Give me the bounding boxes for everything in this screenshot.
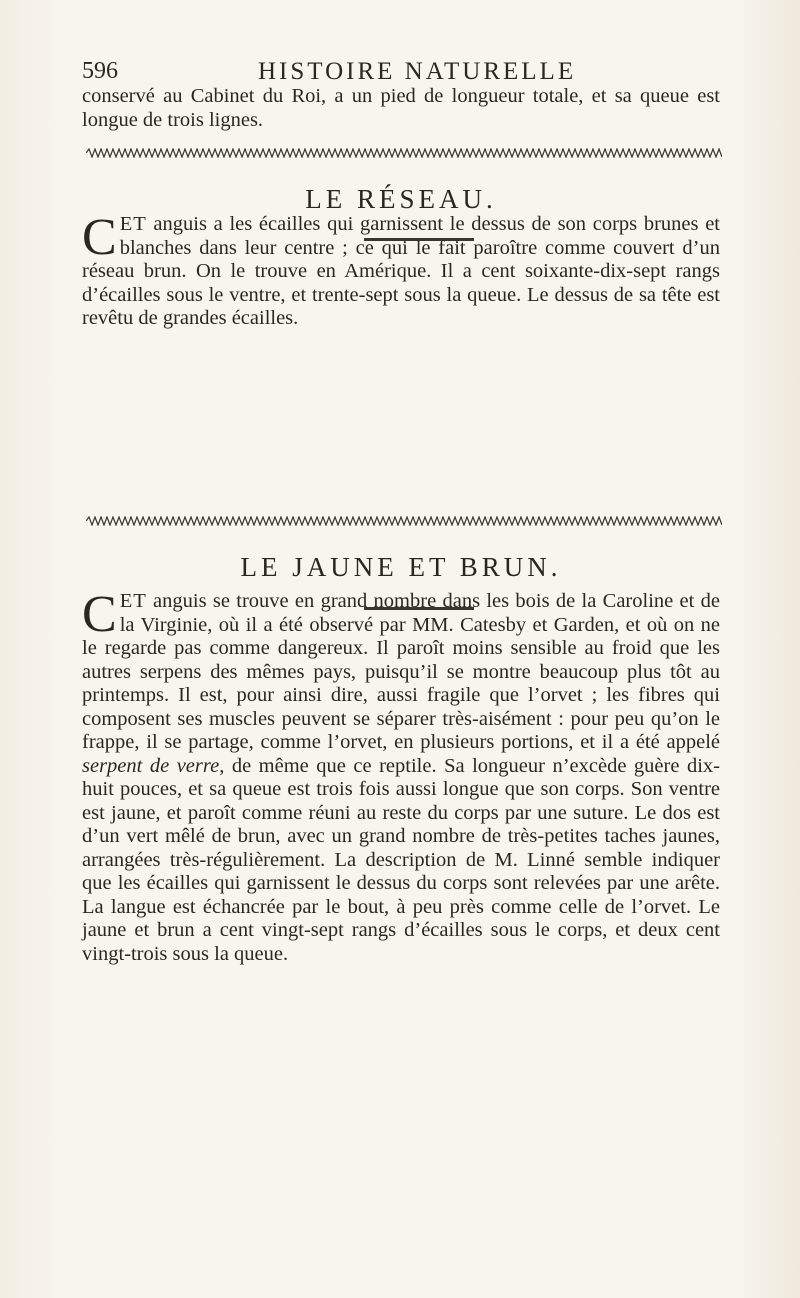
- body-text: anguis se trouve en grand nombre dans les bois de la Caroline et de la Virginie, où il a été observé par MM. Catesby et Garden, et où on ne le regarde pas comme dangereux. Il paroît moins sensible au froid que les autres serpens des mêmes pays, puisqu’il se montre beaucoup plus tôt au printemps. Il est, pour ainsi dire, aussi fragile que l’orvet ; les fibres qui composent ses muscles peuvent se séparer très-aisément : pour peu qu’on le frappe, il se partage, comme l’orvet, en plusieurs portions, et il a été appelé: [82, 590, 720, 753]
- first-word-rest: ET: [119, 213, 147, 235]
- running-title: HISTOIRE NATURELLE: [258, 58, 577, 85]
- wavy-ornament-icon: [86, 148, 722, 158]
- page-number: 596: [82, 58, 118, 84]
- section-body-reseau: [82, 209, 720, 331]
- ornament-divider: [86, 516, 722, 526]
- ornament-divider: [86, 148, 722, 158]
- wavy-ornament-icon: [86, 516, 722, 526]
- section-title-reseau: LE RÉSEAU.: [305, 184, 497, 214]
- first-word-rest: ET: [119, 590, 147, 612]
- dropcap: C: [82, 209, 117, 266]
- italic-term: serpent de verre: [82, 754, 220, 777]
- body-text: , de même que ce reptile. Sa longueur n’excède guère dix-huit pouces, et sa queue est trois fois aussi longue que son corps. Son ventre est jaune, et paroît comme réuni au reste du corps par une suture. Le dos est d’un vert mêlé de brun, avec un grand nombre de très-petites taches jaunes, arrangées très-régulièrement. La description de M. Linné semble indiquer que les écailles qui garnissent le dessus du corps sont relevées par une arête. La langue est échancrée par le bout, à peu près comme celle de l’orvet. Le jaune et brun a cent vingt-sept rangs d’écailles sous le corps, et deux cent vingt-trois sous la queue.: [82, 754, 720, 965]
- body-text: anguis a les écailles qui garnissent le dessus de son corps brunes et blanches dans leur centre ; ce qui le fait paroître comme couvert d’un réseau brun. On le trouve en Amérique. Il a cent soixante-dix-sept rangs d’écailles sous le ventre, et trente-sept sous la queue. Le dessus de sa tête est revêtu de grandes écailles.: [82, 213, 720, 329]
- section-title-jaune-et-brun: LE JAUNE ET BRUN.: [240, 552, 562, 582]
- section-body-jaune-et-brun: [82, 586, 720, 966]
- intro-paragraph: conservé au Cabinet du Roi, a un pied de longueur totale, et sa queue est longue de trois lignes.: [82, 85, 720, 131]
- dropcap: C: [82, 586, 117, 643]
